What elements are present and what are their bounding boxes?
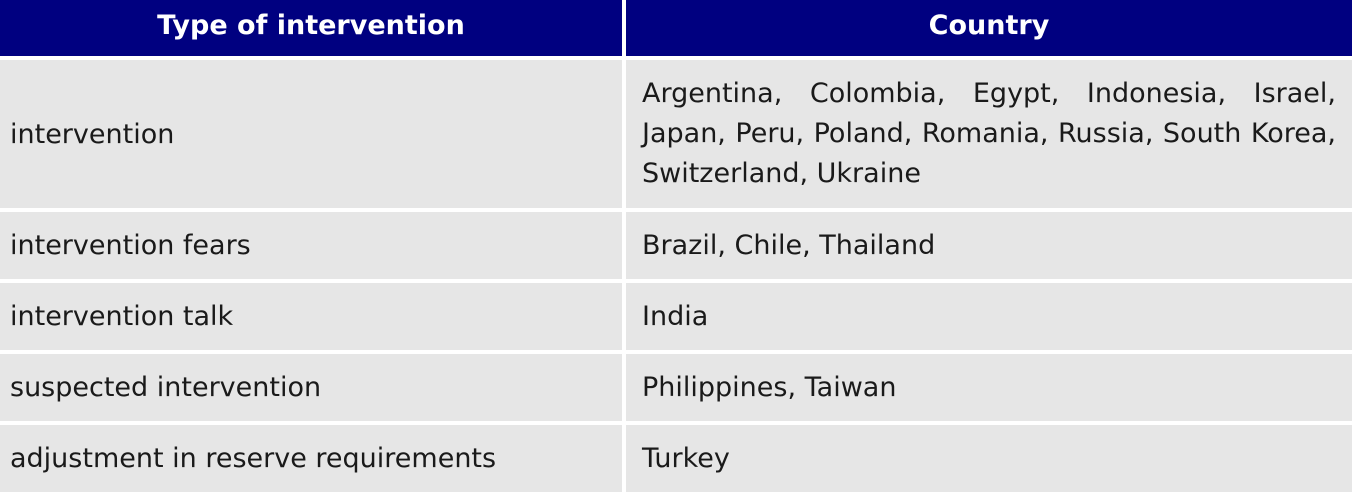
row-country-cell (626, 60, 1352, 208)
row-country-cell: Brazil, Chile, Thailand (626, 212, 1352, 279)
row-country-cell: Philippines, Taiwan (626, 354, 1352, 421)
row-country-cell: India (626, 283, 1352, 350)
header-type-of-intervention: Type of intervention (0, 0, 622, 56)
row-type-cell: suspected intervention (0, 354, 622, 421)
header-country: Country (626, 0, 1352, 56)
row-country-cell: Turkey (626, 425, 1352, 492)
row-type-cell: adjustment in reserve requirements (0, 425, 622, 492)
row-type-cell: intervention fears (0, 212, 622, 279)
country-list: Argentina, Colombia, Egypt, Indonesia, Israel, Japan, Peru, Poland, Romania, Russia, South Korea, Switzerland, Ukraine (642, 78, 1336, 189)
row-type-cell: intervention talk (0, 283, 622, 350)
row-type-cell: intervention (0, 60, 622, 208)
